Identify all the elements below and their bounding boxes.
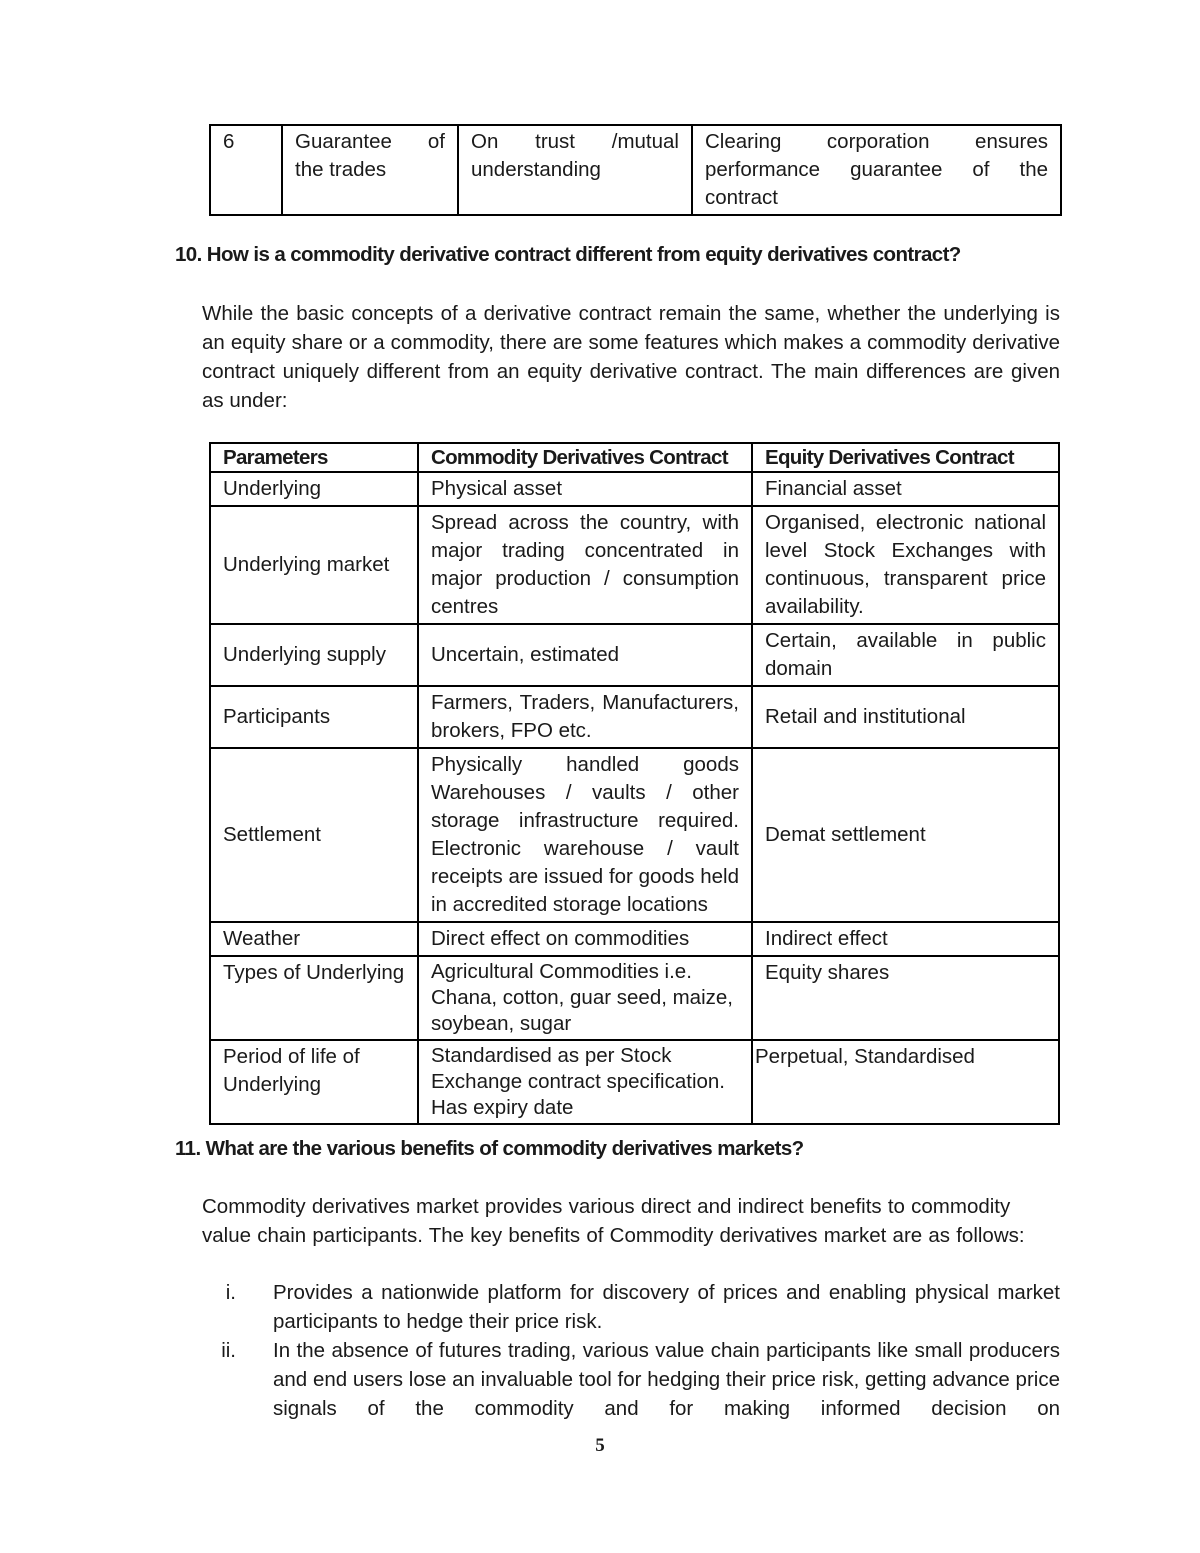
commodity-cell: Uncertain, estimated: [418, 624, 752, 686]
equity-cell: Certain, available in public domain: [752, 624, 1059, 686]
table-row: [210, 1040, 1059, 1124]
question-10-heading: 10. How is a commodity derivative contract different from equity derivatives contract?: [175, 243, 961, 266]
param-cell: Participants: [210, 686, 418, 748]
equity-cell: Indirect effect: [752, 922, 1059, 956]
param-cell: Underlying supply: [210, 624, 418, 686]
question-11-paragraph: Commodity derivatives market provides various direct and indirect benefits to commodity value chain participants. The key benefits of Commodity derivatives market are as follows:: [202, 1195, 1025, 1247]
comparison-table-continued: [209, 124, 1062, 216]
commodity-cell: Agricultural Commodities i.e. Chana, cotton, guar seed, maize, soybean, sugar: [418, 956, 752, 1040]
param-cell: Types of Underlying: [210, 956, 418, 1040]
list-item-number: ii.: [221, 1339, 236, 1362]
param-cell: Period of life of Underlying: [210, 1040, 418, 1124]
page-number: 5: [595, 1435, 605, 1456]
param-cell: Underlying: [210, 472, 418, 506]
param-cell: Settlement: [210, 748, 418, 922]
table-row: [210, 125, 1061, 215]
equity-cell: Financial asset: [752, 472, 1059, 506]
param-cell: Underlying market: [210, 506, 418, 624]
table-row: [210, 748, 1059, 922]
list-item-text: Provides a nationwide platform for discovery of prices and enabling physical market participants to hedge their price risk.: [273, 1281, 1060, 1333]
question-11-heading: 11. What are the various benefits of commodity derivatives markets?: [175, 1137, 804, 1160]
header-parameters: Parameters: [210, 443, 418, 472]
equity-cell: Perpetual, Standardised: [752, 1040, 1059, 1124]
table-row: [210, 922, 1059, 956]
list-item-number: i.: [225, 1281, 236, 1304]
commodity-cell: Farmers, Traders, Manufacturers, brokers, FPO etc.: [418, 686, 752, 748]
row-col2: On trust /mutual understanding: [458, 125, 692, 215]
param-cell: Weather: [210, 922, 418, 956]
equity-cell: Equity shares: [752, 956, 1059, 1040]
equity-cell: Organised, electronic national level Stock Exchanges with continuous, transparent price availability.: [752, 506, 1059, 624]
table-row: [210, 506, 1059, 624]
list-item-text: In the absence of futures trading, various value chain participants like small producers and end users lose an invaluable tool for hedging their price risk, getting advance price signals of the commodity and for making informed decision on: [273, 1339, 1060, 1420]
commodity-cell: Spread across the country, with major trading concentrated in major production / consumption centres: [418, 506, 752, 624]
header-equity: Equity Derivatives Contract: [752, 443, 1059, 472]
commodity-cell: Physical asset: [418, 472, 752, 506]
header-commodity: Commodity Derivatives Contract: [418, 443, 752, 472]
commodity-cell: Physically handled goods Warehouses / vaults / other storage infrastructure required. Electronic warehouse / vault receipts are issued for goods held in accredited storage locations: [418, 748, 752, 922]
table-row: [210, 956, 1059, 1040]
commodity-cell: Standardised as per Stock Exchange contract specification. Has expiry date: [418, 1040, 752, 1124]
table-row: [210, 686, 1059, 748]
row-col3: Clearing corporation ensures performance guarantee of the contract: [692, 125, 1061, 215]
benefits-list: [200, 1278, 1060, 1423]
row-aspect: Guarantee of the trades: [282, 125, 458, 215]
table-header-row: [210, 443, 1059, 472]
table-row: [210, 624, 1059, 686]
table-row: [210, 472, 1059, 506]
equity-cell: Retail and institutional: [752, 686, 1059, 748]
row-number: 6: [210, 125, 282, 215]
question-10-paragraph: While the basic concepts of a derivative contract remain the same, whether the underlying is an equity share or a commodity, there are some features which makes a commodity derivative contract uniquely different from an equity derivative contract. The main differences are given as under:: [202, 302, 1060, 412]
equity-cell: Demat settlement: [752, 748, 1059, 922]
differences-table: [209, 442, 1060, 1125]
commodity-cell: Direct effect on commodities: [418, 922, 752, 956]
list-item: [200, 1278, 1060, 1336]
list-item: [200, 1336, 1060, 1423]
